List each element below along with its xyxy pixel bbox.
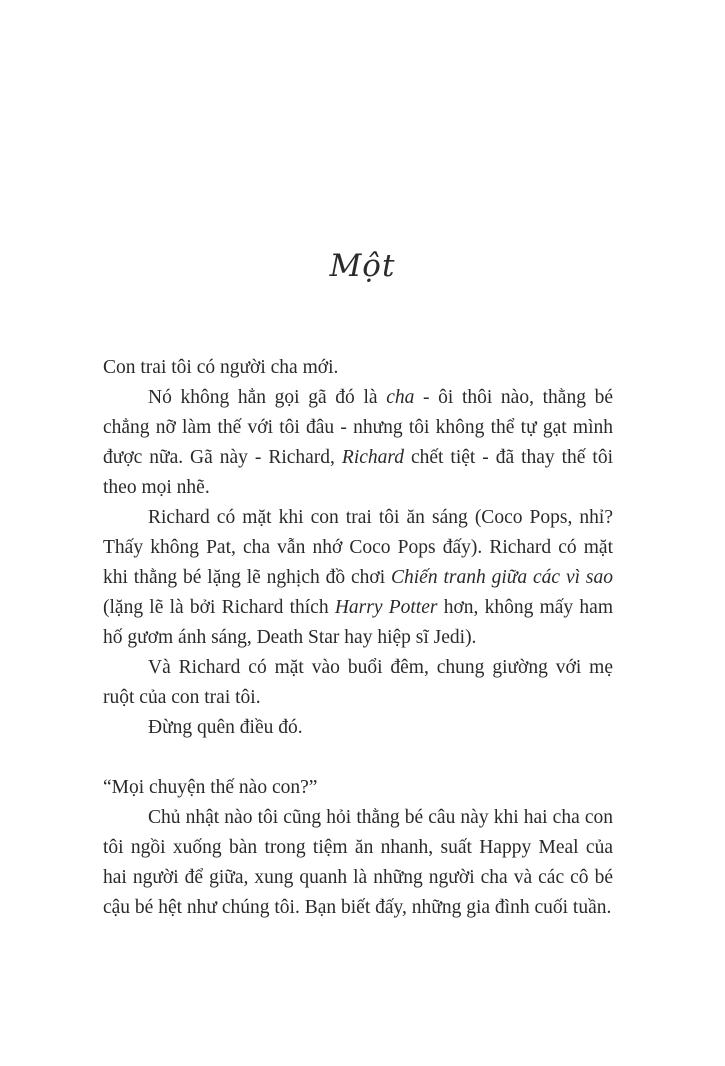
paragraph-3 <box>103 503 613 653</box>
paragraph-2-part-e: chết tiệt - đã thay thế tôi theo mọi nhẽ. <box>103 447 614 498</box>
paragraph-1: Con trai tôi có người cha mới. <box>103 357 339 378</box>
chapter-title: Một <box>329 248 396 284</box>
paragraph-3-emphasis-harry-potter: Harry Potter <box>334 597 438 618</box>
paragraph-3-part-e: hơn, không mấy ham hố gươm ánh sáng, Death Star hay hiệp sĩ Jedi). <box>103 597 613 648</box>
chapter-body <box>103 353 613 923</box>
paragraph-2-part-c: - ôi thôi nào, thằng bé chẳng nỡ làm thế với tôi đâu - nhưng tôi không thể tự gạt mình được nữa. Gã này - Richard, <box>103 387 613 468</box>
paragraph-4: Và Richard có mặt vào buổi đêm, chung giường với mẹ ruột của con trai tôi. <box>103 657 613 708</box>
paragraph-7: Chủ nhật nào tôi cũng hỏi thằng bé câu này khi hai cha con tôi ngồi xuống bàn trong tiệm ăn nhanh, suất Happy Meal của hai người để giữa, xung quanh là những người cha và các cô bé cậu bé hệt như chúng tôi. Bạn biết đấy, những gia đình cuối tuần. <box>103 807 613 918</box>
paragraph-5: Đừng quên điều đó. <box>148 717 303 738</box>
paragraph-3-emphasis-star-wars: Chiến tranh giữa các vì sao <box>391 567 613 588</box>
paragraph-3-part-a: Richard có mặt khi con trai tôi ăn sáng (Coco Pops, nhỉ? Thấy không Pat, cha vẫn nhớ Coco Pops đấy). Richard có mặt khi thằng bé lặng lẽ nghịch đồ chơi <box>103 507 613 588</box>
paragraph-2-part-a: Nó không hẳn gọi gã đó là <box>148 387 387 408</box>
paragraph-2-emphasis-richard: Richard <box>341 447 405 468</box>
paragraph-3-part-c: (lặng lẽ là bởi Richard thích <box>103 597 335 618</box>
paragraph-2-emphasis-cha: cha <box>386 387 415 408</box>
paragraph-6-dialogue: “Mọi chuyện thế nào con?” <box>103 777 318 798</box>
paragraph-2 <box>103 383 613 503</box>
